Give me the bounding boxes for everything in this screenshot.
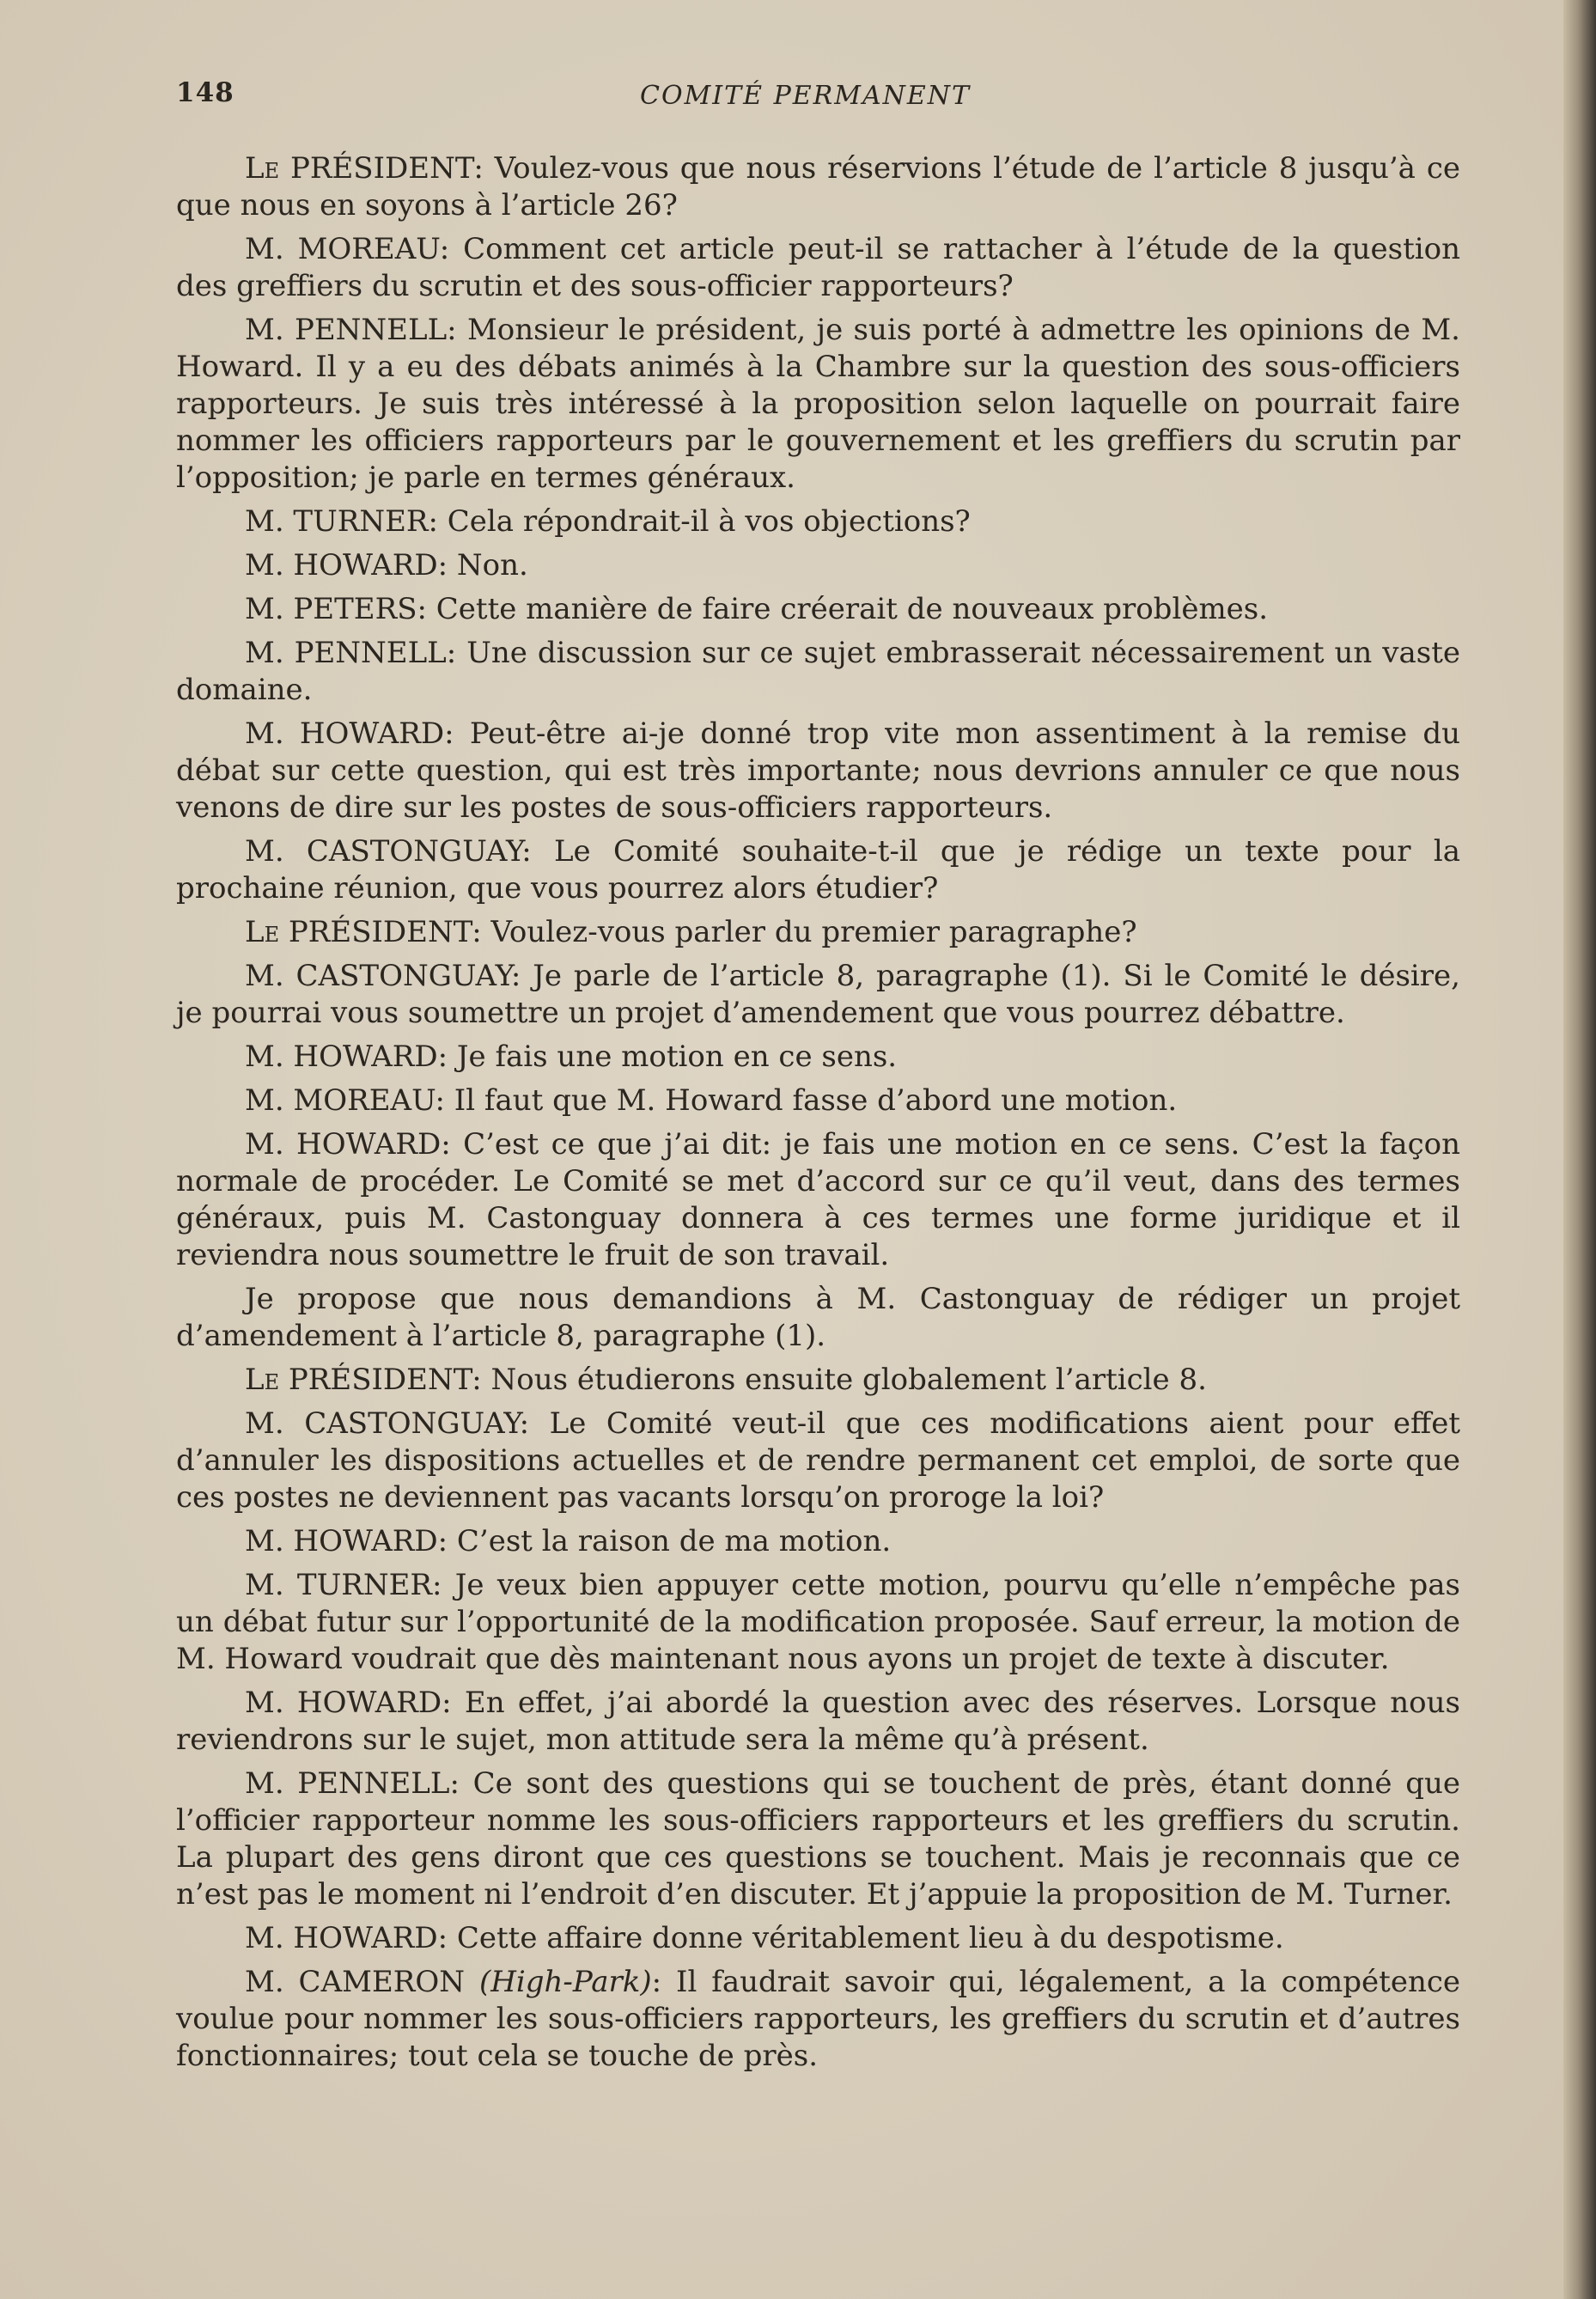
paragraph (176, 312, 1460, 497)
transcript-body (176, 150, 1460, 2082)
speaker-name: M. HOWARD: (245, 1524, 448, 1558)
speaker-name: M. TURNER: (245, 1568, 442, 1602)
speaker-name: M. CASTONGUAY: (245, 1406, 530, 1441)
speech-text: Il faut que M. Howard fasse d’abord une motion. (445, 1083, 1178, 1118)
speech-text: C’est la raison de ma motion. (448, 1524, 892, 1558)
paragraph (176, 1082, 1460, 1119)
paragraph (176, 1362, 1460, 1399)
speaker-name: M. PENNELL: (245, 313, 457, 347)
paragraph (176, 547, 1460, 584)
speech-text: Peut-être ai-je donné trop vite mon assentiment à la remise du débat sur cette question, qui est très importante; nous devrions annuler ce que nous venons de dire sur les postes de sous-officiers rapporteurs. (176, 717, 1460, 825)
speech-text: Cette manière de faire créerait de nouveaux problèmes. (426, 592, 1269, 626)
paragraph (176, 1281, 1460, 1355)
paragraph (176, 150, 1460, 224)
paragraph (176, 833, 1460, 907)
paragraph (176, 1765, 1460, 1913)
speech-text: Voulez-vous que nous réservions l’étude de l’article 8 jusqu’à ce que nous en soyons à l’article 26? (176, 151, 1460, 223)
speech-text: Cela répondrait-il à vos objections? (437, 504, 971, 539)
paragraph (176, 231, 1460, 305)
speech-text: Je parle de l’article 8, paragraphe (1). Si le Comité le désire, je pourrai vous soumettre un projet d’amendement que vous pourrez débattre. (176, 959, 1460, 1030)
paragraph (176, 1567, 1460, 1678)
speaker-name: M. HOWARD: (245, 1127, 451, 1162)
speaker-name: M. HOWARD: (245, 548, 448, 582)
speaker-name: M. HOWARD: (245, 717, 454, 751)
speech-text: Monsieur le président, je suis porté à admettre les opinions de M. Howard. Il y a eu des débats animés à la Chambre sur la question des sous-officiers rapporteurs. Je suis très intéressé à la proposition selon laquelle on pourrait faire nommer les officiers rapporteurs par le gouvernement et les greffiers du scrutin par l’opposition; je parle en termes généraux. (176, 313, 1460, 495)
paragraph (176, 1039, 1460, 1076)
speech-text: Je fais une motion en ce sens. (448, 1040, 898, 1074)
speaker-name: M. CAMERON (245, 1965, 465, 1999)
paragraph (176, 1523, 1460, 1560)
paragraph (176, 1964, 1460, 2075)
speech-text: Je veux bien appuyer cette motion, pourvu qu’elle n’empêche pas un débat futur sur l’opportunité de la modification proposée. Sauf erreur, la motion de M. Howard voudrait que dès maintenant nous ayons un projet de texte à discuter. (176, 1568, 1461, 1676)
paragraph (176, 503, 1460, 540)
speaker-name: M. MOREAU: (245, 232, 450, 266)
speech-text: Je propose que nous demandions à M. Castonguay de rédiger un projet d’amendement à l’article 8, paragraphe (1). (176, 1282, 1460, 1353)
speech-text: Comment cet article peut-il se rattacher à l’étude de la question des greffiers du scrutin et des sous-officier rapporteurs? (176, 232, 1460, 303)
paragraph (176, 1406, 1460, 1516)
speaker-name: M. CASTONGUAY: (245, 959, 521, 993)
speech-text: Non. (448, 548, 528, 582)
page-header (176, 77, 1456, 119)
speech-text: Nous étudierons ensuite globalement l’article 8. (481, 1363, 1207, 1397)
speech-text: Ce sont des questions qui se touchent de près, étant donné que l’officier rapporteur nomme les sous-officiers rapporteurs et les greffiers du scrutin. La plupart des gens diront que ces questions se touchent. Mais je reconnais que ce n’est pas le moment ni l’endroit d’en discuter. Et j’appuie la proposition de M. Turner. (176, 1766, 1461, 1912)
paragraph (176, 1685, 1460, 1759)
speaker-name: M. HOWARD: (245, 1686, 452, 1720)
speech-text: Une discussion sur ce sujet embrasserait nécessairement un vaste domaine. (176, 636, 1461, 707)
speaker-name: M. TURNER: (245, 504, 438, 539)
speaker-name: M. HOWARD: (245, 1040, 448, 1074)
speaker-name: Le PRÉSIDENT: (245, 151, 484, 186)
speaker-name: Le PRÉSIDENT: (245, 915, 482, 949)
speaker-name: M. PENNELL: (245, 1766, 460, 1801)
paragraph (176, 591, 1460, 628)
speaker-name: M. MOREAU: (245, 1083, 445, 1118)
speaker-name: Le PRÉSIDENT: (245, 1363, 482, 1397)
paragraph (176, 635, 1460, 709)
paragraph (176, 716, 1460, 826)
speaker-name: M. CASTONGUAY: (245, 834, 532, 869)
speaker-name: M. PETERS: (245, 592, 427, 626)
page-number: 148 (176, 77, 235, 108)
speech-text: En effet, j’ai abordé la question avec des réserves. Lorsque nous reviendrons sur le sujet, mon attitude sera la même qu’à présent. (176, 1686, 1460, 1757)
speech-text: Le Comité souhaite-t-il que je rédige un texte pour la prochaine réunion, que vous pourrez alors étudier? (176, 834, 1460, 906)
speaker-name: M. HOWARD: (245, 1921, 448, 1955)
speech-text: Le Comité veut-il que ces modifications aient pour effet d’annuler les dispositions actuelles et de rendre permanent cet emploi, de sorte que ces postes ne deviennent pas vacants lorsqu’on proroge la loi? (176, 1406, 1460, 1515)
speaker-name: M. PENNELL: (245, 636, 457, 670)
paragraph (176, 958, 1460, 1032)
riding-name: (High-Park) (478, 1965, 652, 1999)
paragraph (176, 1920, 1460, 1957)
speech-text: C’est ce que j’ai dit: je fais une motion en ce sens. C’est la façon normale de procéder. Le Comité se met d’accord sur ce qu’il veut, dans des termes généraux, puis M. Castonguay donnera à ces termes une forme juridique et il reviendra nous soumettre le fruit de son travail. (176, 1127, 1460, 1272)
paragraph (176, 914, 1460, 951)
speech-text: : Il faudrait savoir qui, légalement, a la compétence voulue pour nommer les sous-officiers rapporteurs, les greffiers du scrutin et d’autres fonctionnaires; tout cela se touche de près. (176, 1965, 1461, 2073)
speech-text: Cette affaire donne véritablement lieu à du despotisme. (448, 1921, 1284, 1955)
paragraph (176, 1126, 1460, 1274)
book-spine-shadow (1563, 0, 1596, 2299)
speech-text: Voulez-vous parler du premier paragraphe? (481, 915, 1137, 949)
running-title: COMITÉ PERMANENT (640, 81, 972, 111)
